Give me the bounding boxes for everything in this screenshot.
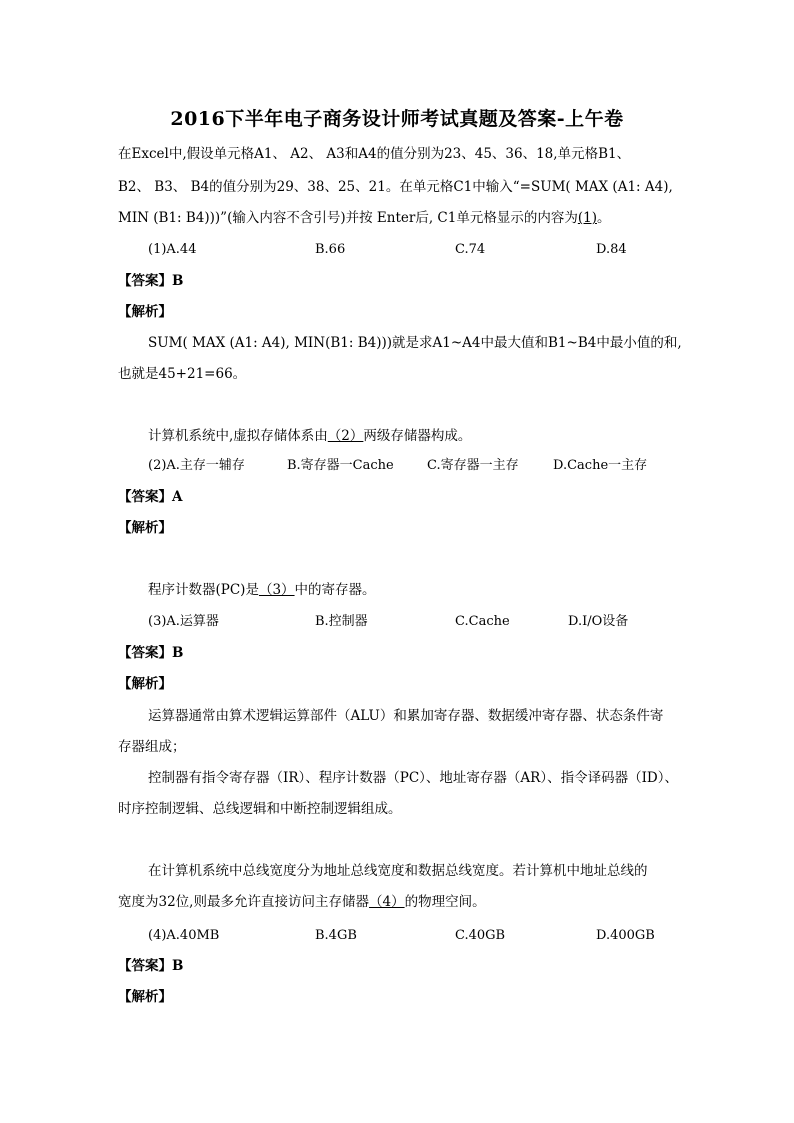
q4-blank: （4） [368,894,405,910]
answer-label: 【答案】 [118,489,172,505]
q1-answer [118,271,183,291]
q3-blank: （3） [258,582,295,598]
q3-answer-value: B [172,645,184,661]
q1-option-a: (1)A.44 [148,242,197,257]
analysis-label: 【解析】 [118,989,172,1005]
q2-blank: （2） [327,428,364,444]
q2-stem [148,426,471,446]
q4-stem-line-1: 在计算机系统中总线宽度分为地址总线宽度和数据总线宽度。若计算机中地址总线的 [148,863,648,879]
q3-option-d: D.I/O设备 [568,614,629,629]
q4-stem-end: 的物理空间。 [404,894,486,910]
q4-analysis-label [118,987,172,1007]
page-title: 2016下半年电子商务设计师考试真题及答案-上午卷 [170,108,624,130]
q2-option-a: (2)A.主存一辅存 [148,458,245,473]
q2-answer-value: A [172,489,183,505]
q1-analysis-line-1: SUM( MAX (A1: A4), MIN(B1: B4)))就是求A1~A4中最大值和B1~B4中最小值的和, [148,335,682,351]
q1-stem-end: 。 [596,210,611,226]
q2-answer [118,487,182,507]
q3-option-c: C.Cache [455,614,510,629]
q3-analysis-line-2: 存器组成； [118,739,186,755]
q3-stem [148,580,376,600]
q1-option-b: B.66 [315,242,346,257]
q4-option-b: B.4GB [315,928,357,943]
q1-answer-value: B [172,273,184,289]
q2-option-c: C.寄存器一主存 [427,458,519,473]
q1-analysis-line-2: 也就是45+21=66。 [118,366,247,382]
q2-option-b: B.寄存器一Cache [287,458,394,473]
q4-answer-value: B [172,958,184,974]
analysis-label: 【解析】 [118,304,172,320]
analysis-label: 【解析】 [118,520,172,536]
q4-stem-line-2 [118,892,486,912]
q3-analysis-label [118,674,172,694]
q1-option-d: D.84 [596,242,627,257]
q1-stem-line-2: B2、 B3、 B4的值分别为29、38、25、21。在单元格C1中输入“=SUM( MAX (A1: A4), [118,179,673,195]
q3-analysis-line-4: 时序控制逻辑、总线逻辑和中断控制逻辑组成。 [118,801,402,817]
q4-answer [118,956,183,976]
answer-label: 【答案】 [118,645,172,661]
q1-analysis-label [118,302,172,322]
answer-label: 【答案】 [118,273,172,289]
q3-stem-end: 中的寄存器。 [294,582,376,598]
q1-stem-line-1: 在Excel中,假设单元格A1、 A2、 A3和A4的值分别为23、45、36、18,单元格B1、 [118,146,631,162]
q4-stem-text: 宽度为32位,则最多允许直接访问主存储器 [118,894,369,910]
analysis-label: 【解析】 [118,676,172,692]
q2-stem-text: 计算机系统中,虚拟存储体系由 [148,428,328,444]
answer-label: 【答案】 [118,958,172,974]
q2-option-d: D.Cache一主存 [553,458,648,473]
q2-stem-end: 两级存储器构成。 [363,428,472,444]
q3-option-b: B.控制器 [315,614,368,629]
q1-option-c: C.74 [455,242,486,257]
q4-option-c: C.40GB [455,928,506,943]
q3-option-a: (3)A.运算器 [148,614,219,629]
q1-blank: (1) [577,210,597,226]
q4-option-d: D.400GB [596,928,655,943]
q1-stem-line-3 [118,208,610,228]
q1-stem-text: MIN (B1: B4)))”(输入内容不含引号)并按 Enter后, C1单元格显示的内容为 [118,210,578,226]
q2-analysis-label [118,518,172,538]
q3-analysis-line-1: 运算器通常由算术逻辑运算部件（ALU）和累加寄存器、数据缓冲寄存器、状态条件寄 [148,708,664,724]
q4-option-a: (4)A.40MB [148,928,220,943]
q3-stem-text: 程序计数器(PC)是 [148,582,259,598]
q3-answer [118,643,183,663]
q3-analysis-line-3: 控制器有指令寄存器（IR）、程序计数器（PC）、地址寄存器（AR）、指令译码器（ID）、 [148,770,678,786]
